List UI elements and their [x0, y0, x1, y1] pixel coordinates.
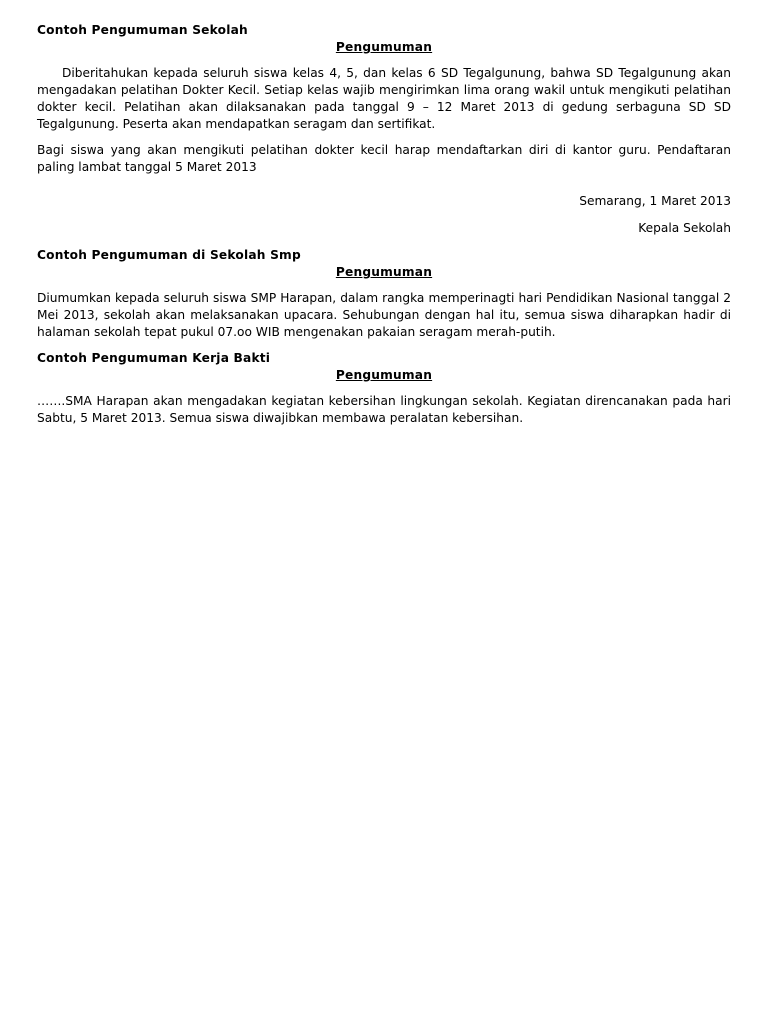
section-title: Contoh Pengumuman di Sekolah Smp [37, 248, 301, 262]
announcement-heading: Pengumuman [335, 368, 433, 382]
body-paragraph: Bagi siswa yang akan mengikuti pelatihan dokter kecil harap mendaftarkan diri di kantor guru. Pendaftaran paling lambat tanggal 5 Maret 2013 [37, 143, 731, 174]
announcement-heading: Pengumuman [335, 40, 433, 54]
announcement-heading: Pengumuman [335, 265, 433, 279]
section-school-announcement [37, 22, 731, 237]
place-date: Semarang, 1 Maret 2013 [579, 194, 731, 208]
section-title: Contoh Pengumuman Kerja Bakti [37, 351, 271, 365]
section-kerja-bakti-announcement [37, 350, 731, 427]
document-page [37, 22, 731, 436]
signatory: Kepala Sekolah [638, 221, 731, 235]
body-paragraph: …….SMA Harapan akan mengadakan kegiatan kebersihan lingkungan sekolah. Kegiatan direncanakan pada hari Sabtu, 5 Maret 2013. Semua siswa diwajibkan membawa peralatan kebersihan. [37, 394, 731, 425]
body-paragraph: Diumumkan kepada seluruh siswa SMP Harapan, dalam rangka memperinagti hari Pendidikan Nasional tanggal 2 Mei 2013, sekolah akan melaksanakan upacara. Sehubungan dengan hal itu, semua siswa diharapkan hadir di halaman sekolah tepat pukul 07.oo WIB mengenakan pakaian seragam merah-putih. [37, 291, 731, 339]
section-smp-announcement [37, 247, 731, 341]
section-title: Contoh Pengumuman Sekolah [37, 23, 248, 37]
body-paragraph: Diberitahukan kepada seluruh siswa kelas 4, 5, dan kelas 6 SD Tegalgunung, bahwa SD Tegalgunung akan mengadakan pelatihan Dokter Kecil. Setiap kelas wajib mengirimkan lima orang wakil untuk mengikuti pelatihan dokter kecil. Pelatihan akan dilaksanakan pada tanggal 9 – 12 Maret 2013 di gedung serbaguna SD SD Tegalgunung. Peserta akan mendapatkan seragam dan sertifikat. [37, 66, 731, 131]
